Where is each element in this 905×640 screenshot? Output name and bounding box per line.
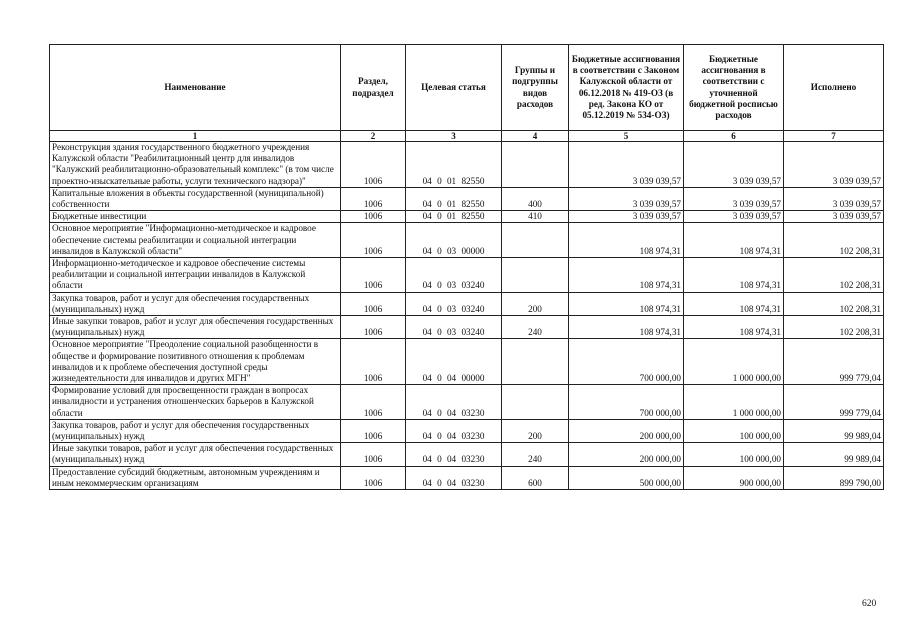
row-budget-roster: 1 000 000,00 [684,339,784,385]
column-number: 1 [50,131,341,142]
row-budget-law: 700 000,00 [569,385,684,420]
row-budget-roster: 100 000,00 [684,443,784,466]
table-row [50,187,884,210]
header-target-article: Целевая статья [406,45,502,131]
row-budget-law: 108 974,31 [569,292,684,315]
row-section: 1006 [341,187,406,210]
row-executed: 999 779,04 [784,385,884,420]
row-target: 04 0 03 00000 [406,223,502,258]
row-budget-roster: 108 974,31 [684,292,784,315]
row-section: 1006 [341,419,406,442]
row-budget-law: 200 000,00 [569,443,684,466]
row-section: 1006 [341,443,406,466]
row-executed: 102 208,31 [784,223,884,258]
row-target: 04 0 04 00000 [406,339,502,385]
row-section: 1006 [341,223,406,258]
table-row [50,223,884,258]
row-executed: 102 208,31 [784,258,884,293]
row-budget-law: 3 039 039,57 [569,142,684,188]
row-name: Основное мероприятие "Преодоление социальной разобщенности в обществе и формирование позитивного отношения к проблемам инвалидов и к проблеме обеспечения доступной среды жизнедеятельности для инвалидов и других МГН" [50,339,341,385]
row-section: 1006 [341,292,406,315]
header-executed: Исполнено [784,45,884,131]
row-group [502,258,569,293]
row-budget-law: 108 974,31 [569,316,684,339]
row-budget-roster: 1 000 000,00 [684,385,784,420]
row-executed: 3 039 039,57 [784,211,884,223]
table-row [50,339,884,385]
header-budget-law: Бюджетные ассигнования в соответствии с Законом Калужской области от 06.12.2018 № 419-ОЗ (в ред. Закона КО от 05.12.2019 № 534-ОЗ) [569,45,684,131]
row-group: 200 [502,292,569,315]
header-budget-roster: Бюджетные ассигнования в соответствии с уточненной бюджетной росписью расходов [684,45,784,131]
row-budget-roster: 3 039 039,57 [684,187,784,210]
row-target: 04 0 03 03240 [406,258,502,293]
row-section: 1006 [341,258,406,293]
row-budget-roster: 108 974,31 [684,223,784,258]
row-target: 04 0 03 03240 [406,316,502,339]
row-budget-law: 500 000,00 [569,466,684,489]
row-executed: 99 989,04 [784,419,884,442]
row-name: Предоставление субсидий бюджетным, автономным учреждениям и иным некоммерческим организациям [50,466,341,489]
row-name: Бюджетные инвестиции [50,211,341,223]
row-group [502,385,569,420]
row-budget-law: 3 039 039,57 [569,187,684,210]
row-name: Иные закупки товаров, работ и услуг для обеспечения государственных (муниципальных) нужд [50,443,341,466]
row-executed: 899 790,00 [784,466,884,489]
row-budget-law: 200 000,00 [569,419,684,442]
row-target: 04 0 04 03230 [406,385,502,420]
row-budget-roster: 108 974,31 [684,316,784,339]
row-name: Закупка товаров, работ и услуг для обеспечения государственных (муниципальных) нужд [50,292,341,315]
row-name: Информационно-методическое и кадровое обеспечение системы реабилитации и социальной интеграции инвалидов в Калужской области [50,258,341,293]
row-name: Капитальные вложения в объекты государственной (муниципальной) собственности [50,187,341,210]
column-number-row [50,131,884,142]
column-number: 4 [502,131,569,142]
table-row [50,142,884,188]
row-target: 04 0 01 82550 [406,187,502,210]
row-section: 1006 [341,211,406,223]
row-group [502,223,569,258]
row-name: Иные закупки товаров, работ и услуг для обеспечения государственных (муниципальных) нужд [50,316,341,339]
row-executed: 999 779,04 [784,339,884,385]
row-section: 1006 [341,316,406,339]
row-section: 1006 [341,339,406,385]
row-group: 400 [502,187,569,210]
row-name: Основное мероприятие "Информационно-методическое и кадровое обеспечение системы реабилитации и социальной интеграции инвалидов в Калужской области" [50,223,341,258]
row-budget-law: 108 974,31 [569,258,684,293]
row-executed: 99 989,04 [784,443,884,466]
row-section: 1006 [341,385,406,420]
table-row [50,316,884,339]
table-row [50,443,884,466]
column-number: 3 [406,131,502,142]
row-budget-law: 3 039 039,57 [569,211,684,223]
header-name: Наименование [50,45,341,131]
row-budget-roster: 100 000,00 [684,419,784,442]
row-target: 04 0 01 82550 [406,142,502,188]
row-section: 1006 [341,466,406,489]
row-executed: 102 208,31 [784,316,884,339]
header-section: Раздел, подраздел [341,45,406,131]
row-executed: 3 039 039,57 [784,187,884,210]
row-group [502,339,569,385]
row-budget-roster: 3 039 039,57 [684,211,784,223]
header-expense-group: Группы и подгруппы видов расходов [502,45,569,131]
table-row [50,385,884,420]
row-group: 600 [502,466,569,489]
table-row [50,211,884,223]
row-target: 04 0 03 03240 [406,292,502,315]
row-target: 04 0 04 03230 [406,419,502,442]
row-target: 04 0 04 03230 [406,466,502,489]
column-number: 5 [569,131,684,142]
row-group: 240 [502,443,569,466]
table-row [50,419,884,442]
row-name: Реконструкция здания государственного бюджетного учреждения Калужской области "Реабилитационный центр для инвалидов "Калужский реабилитационно-образовательный комплекс" (в том числе проектно-изыскательные работы, услуги технического надзора)" [50,142,341,188]
column-number: 2 [341,131,406,142]
row-budget-roster: 900 000,00 [684,466,784,489]
header-row [50,45,884,131]
table-body [50,142,884,490]
row-name: Формирование условий для просвещенности граждан в вопросах инвалидности и устранения отношенческих барьеров в Калужской области [50,385,341,420]
table-row [50,466,884,489]
column-number: 7 [784,131,884,142]
budget-table [49,44,884,490]
row-group: 410 [502,211,569,223]
table-row [50,292,884,315]
row-target: 04 0 01 82550 [406,211,502,223]
row-budget-roster: 3 039 039,57 [684,142,784,188]
row-name: Закупка товаров, работ и услуг для обеспечения государственных (муниципальных) нужд [50,419,341,442]
page-number: 620 [862,599,877,609]
row-budget-roster: 108 974,31 [684,258,784,293]
row-budget-law: 700 000,00 [569,339,684,385]
column-number: 6 [684,131,784,142]
row-section: 1006 [341,142,406,188]
table-row [50,258,884,293]
row-budget-law: 108 974,31 [569,223,684,258]
row-group [502,142,569,188]
row-group: 200 [502,419,569,442]
row-target: 04 0 04 03230 [406,443,502,466]
row-executed: 102 208,31 [784,292,884,315]
row-group: 240 [502,316,569,339]
row-executed: 3 039 039,57 [784,142,884,188]
